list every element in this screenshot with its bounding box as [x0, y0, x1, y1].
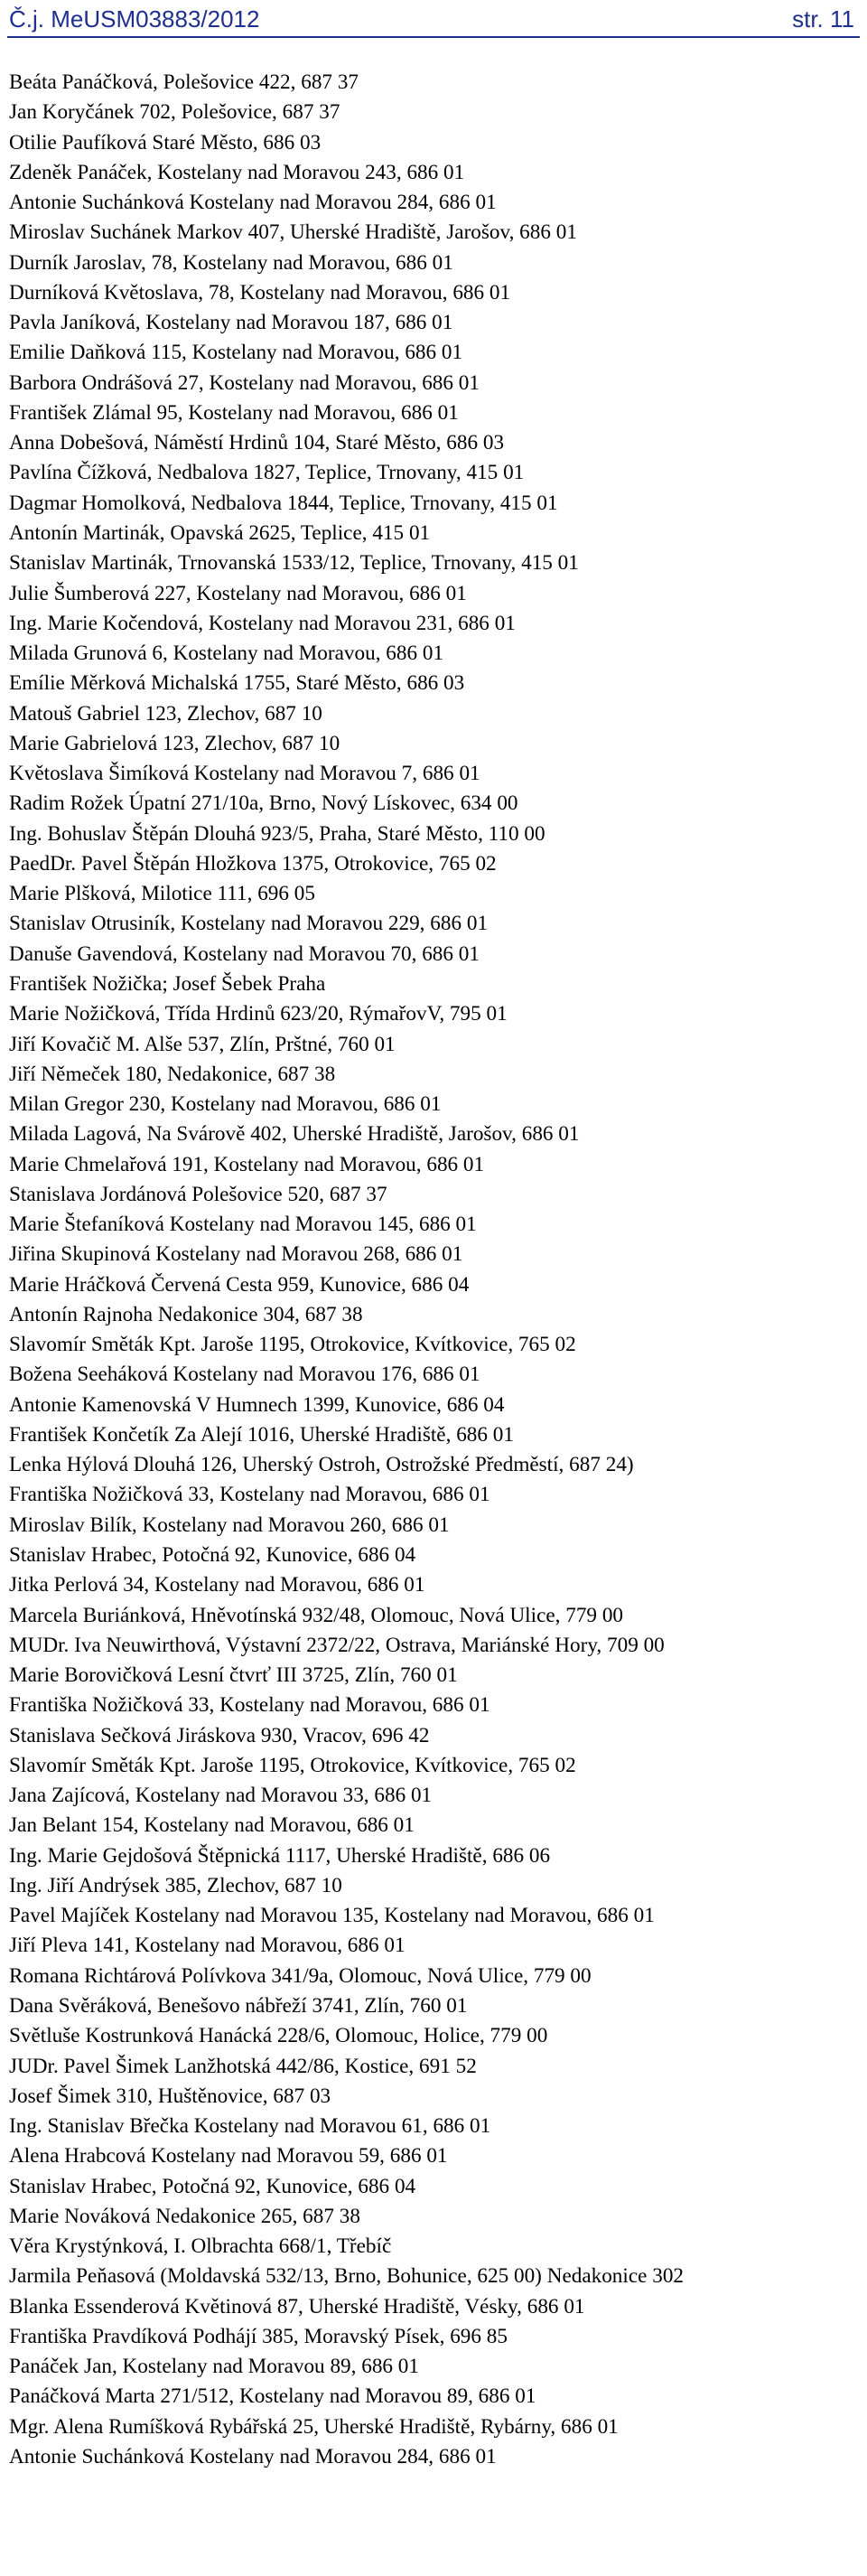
- list-item: Františka Pravdíková Podhájí 385, Moravský Písek, 696 85: [9, 2324, 508, 2348]
- list-item: Stanislav Otrusiník, Kostelany nad Moravou 229, 686 01: [9, 912, 489, 936]
- list-item: František Končetík Za Alejí 1016, Uherské Hradiště, 686 01: [9, 1422, 514, 1447]
- list-item: Marie Hráčková Červená Cesta 959, Kunovice, 686 04: [9, 1272, 470, 1297]
- list-item: Miroslav Bilík, Kostelany nad Moravou 260, 686 01: [9, 1513, 450, 1537]
- list-item: Anna Dobešová, Náměstí Hrdinů 104, Staré Město, 686 03: [9, 431, 505, 455]
- list-item: Milan Gregor 230, Kostelany nad Moravou, 686 01: [9, 1092, 442, 1117]
- list-item: Stanislav Hrabec, Potočná 92, Kunovice, 686 04: [9, 1543, 416, 1568]
- list-item: Radim Rožek Úpatní 271/10a, Brno, Nový Lískovec, 634 00: [9, 792, 518, 816]
- list-item: Jiřina Skupinová Kostelany nad Moravou 268, 686 01: [9, 1242, 463, 1267]
- list-item: Jitka Perlová 34, Kostelany nad Moravou, 686 01: [9, 1573, 425, 1597]
- list-item: Pavel Majíček Kostelany nad Moravou 135, Kostelany nad Moravou, 686 01: [9, 1904, 655, 1928]
- list-item: Jiří Pleva 141, Kostelany nad Moravou, 686 01: [9, 1934, 406, 1958]
- list-item: Marcela Buriánková, Hněvotínská 932/48, Olomouc, Nová Ulice, 779 00: [9, 1603, 624, 1627]
- header-divider: [7, 36, 860, 38]
- list-item: Jarmila Peňasová (Moldavská 532/13, Brno, Bohunice, 625 00) Nedakonice 302: [9, 2264, 685, 2289]
- list-item: Světluše Kostrunková Hanácká 228/6, Olomouc, Holice, 779 00: [9, 2024, 548, 2048]
- list-item: MUDr. Iva Neuwirthová, Výstavní 2372/22, Ostrava, Mariánské Hory, 709 00: [9, 1633, 665, 1657]
- list-item: Marie Plšková, Milotice 111, 696 05: [9, 882, 315, 906]
- list-item: Marie Nožičková, Třída Hrdinů 623/20, RýmařovV, 795 01: [9, 1002, 508, 1026]
- list-item: Emílie Měrková Michalská 1755, Staré Město, 686 03: [9, 671, 465, 696]
- list-item: Stanislav Martinák, Trnovanská 1533/12, Teplice, Trnovany, 415 01: [9, 551, 579, 576]
- list-item: František Zlámal 95, Kostelany nad Moravou, 686 01: [9, 400, 459, 425]
- list-item: Františka Nožičková 33, Kostelany nad Moravou, 686 01: [9, 1483, 490, 1507]
- list-item: PaedDr. Pavel Štěpán Hložkova 1375, Otrokovice, 765 02: [9, 851, 497, 876]
- list-item: Ing. Marie Kočendová, Kostelany nad Moravou 231, 686 01: [9, 611, 516, 635]
- list-item: Jiří Němeček 180, Nedakonice, 687 38: [9, 1062, 336, 1086]
- list-item: Josef Šimek 310, Huštěnovice, 687 03: [9, 2084, 331, 2108]
- list-item: Mgr. Alena Rumíšková Rybářská 25, Uherské Hradiště, Rybárny, 686 01: [9, 2414, 619, 2439]
- list-item: Ing. Stanislav Břečka Kostelany nad Moravou 61, 686 01: [9, 2114, 491, 2139]
- list-item: Stanislav Hrabec, Potočná 92, Kunovice, 686 04: [9, 2174, 416, 2198]
- list-item: Jan Belant 154, Kostelany nad Moravou, 686 01: [9, 1813, 415, 1838]
- list-item: Panáčková Marta 271/512, Kostelany nad Moravou 89, 686 01: [9, 2384, 536, 2409]
- list-item: František Nožička; Josef Šebek Praha: [9, 971, 326, 996]
- list-item: Květoslava Šimíková Kostelany nad Moravou 7, 686 01: [9, 762, 480, 786]
- list-item: Marie Štefaníková Kostelany nad Moravou 145, 686 01: [9, 1213, 477, 1237]
- list-item: Durník Jaroslav, 78, Kostelany nad Moravou, 686 01: [9, 250, 453, 275]
- list-item: Jiří Kovačič M. Alše 537, Zlín, Prštné, 760 01: [9, 1032, 396, 1056]
- list-item: Antonie Suchánková Kostelany nad Moravou 284, 686 01: [9, 191, 497, 215]
- list-item: JUDr. Pavel Šimek Lanžhotská 442/86, Kostice, 691 52: [9, 2054, 477, 2078]
- list-item: Stanislava Sečková Jiráskova 930, Vracov, 696 42: [9, 1723, 430, 1747]
- document-reference: Č.j. MeUSM03883/2012: [9, 5, 260, 33]
- list-item: Antonín Rajnoha Nedakonice 304, 687 38: [9, 1302, 363, 1326]
- address-list: [9, 68, 858, 2472]
- list-item: Pavlína Čížková, Nedbalova 1827, Teplice, Trnovany, 415 01: [9, 461, 525, 485]
- list-item: Božena Seeháková Kostelany nad Moravou 176, 686 01: [9, 1363, 480, 1387]
- list-item: Alena Hrabcová Kostelany nad Moravou 59, 686 01: [9, 2144, 448, 2169]
- list-item: Ing. Marie Gejdošová Štěpnická 1117, Uherské Hradiště, 686 06: [9, 1843, 551, 1868]
- list-item: Antonie Kamenovská V Humnech 1399, Kunovice, 686 04: [9, 1392, 505, 1417]
- page-number: str. 11: [792, 5, 854, 33]
- list-item: Otilie Paufíková Staré Město, 686 03: [9, 130, 322, 155]
- list-item: Věra Krystýnková, I. Olbrachta 668/1, Třebíč: [9, 2234, 392, 2259]
- list-item: Františka Nožičková 33, Kostelany nad Moravou, 686 01: [9, 1693, 490, 1718]
- list-item: Milada Grunová 6, Kostelany nad Moravou, 686 01: [9, 642, 444, 666]
- list-item: Matouš Gabriel 123, Zlechov, 687 10: [9, 701, 322, 726]
- list-item: Slavomír Směták Kpt. Jaroše 1195, Otrokovice, Kvítkovice, 765 02: [9, 1753, 576, 1777]
- list-item: Romana Richtárová Polívkova 341/9a, Olomouc, Nová Ulice, 779 00: [9, 1963, 592, 1988]
- list-item: Marie Nováková Nedakonice 265, 687 38: [9, 2204, 360, 2228]
- list-item: Danuše Gavendová, Kostelany nad Moravou 70, 686 01: [9, 941, 480, 966]
- page-header: [9, 4, 854, 34]
- list-item: Jan Koryčánek 702, Polešovice, 687 37: [9, 100, 340, 125]
- list-item: Antonín Martinák, Opavská 2625, Teplice, 415 01: [9, 520, 431, 545]
- list-item: Blanka Essenderová Květinová 87, Uherské Hradiště, Vésky, 686 01: [9, 2294, 585, 2318]
- list-item: Julie Šumberová 227, Kostelany nad Moravou, 686 01: [9, 581, 467, 605]
- list-item: Marie Gabrielová 123, Zlechov, 687 10: [9, 731, 340, 755]
- list-item: Beáta Panáčková, Polešovice 422, 687 37: [9, 70, 359, 94]
- list-item: Emilie Daňková 115, Kostelany nad Moravou, 686 01: [9, 341, 463, 365]
- list-item: Durníková Květoslava, 78, Kostelany nad Moravou, 686 01: [9, 280, 511, 304]
- list-item: Zdeněk Panáček, Kostelany nad Moravou 243, 686 01: [9, 160, 465, 184]
- list-item: Jana Zajícová, Kostelany nad Moravou 33, 686 01: [9, 1784, 433, 1808]
- list-item: Lenka Hýlová Dlouhá 126, Uherský Ostroh, Ostrožské Předměstí, 687 24): [9, 1453, 634, 1477]
- list-item: Stanislava Jordánová Polešovice 520, 687 37: [9, 1182, 387, 1206]
- list-item: Slavomír Směták Kpt. Jaroše 1195, Otrokovice, Kvítkovice, 765 02: [9, 1333, 576, 1357]
- list-item: Barbora Ondrášová 27, Kostelany nad Moravou, 686 01: [9, 370, 480, 395]
- list-item: Panáček Jan, Kostelany nad Moravou 89, 686 01: [9, 2355, 419, 2379]
- list-item: Dagmar Homolková, Nedbalova 1844, Teplice, Trnovany, 415 01: [9, 491, 558, 515]
- list-item: Pavla Janíková, Kostelany nad Moravou 187, 686 01: [9, 311, 453, 335]
- list-item: Milada Lagová, Na Svárově 402, Uherské Hradiště, Jarošov, 686 01: [9, 1122, 580, 1147]
- list-item: Ing. Bohuslav Štěpán Dlouhá 923/5, Praha, Staré Město, 110 00: [9, 821, 545, 846]
- list-item: Dana Svěráková, Benešovo nábřeží 3741, Zlín, 760 01: [9, 1994, 468, 2018]
- list-item: Miroslav Suchánek Markov 407, Uherské Hradiště, Jarošov, 686 01: [9, 220, 577, 245]
- list-item: Marie Borovičková Lesní čtvrť III 3725, Zlín, 760 01: [9, 1663, 458, 1688]
- list-item: Antonie Suchánková Kostelany nad Moravou 284, 686 01: [9, 2444, 497, 2468]
- list-item: Marie Chmelařová 191, Kostelany nad Moravou, 686 01: [9, 1152, 485, 1176]
- list-item: Ing. Jiří Andrýsek 385, Zlechov, 687 10: [9, 1873, 342, 1897]
